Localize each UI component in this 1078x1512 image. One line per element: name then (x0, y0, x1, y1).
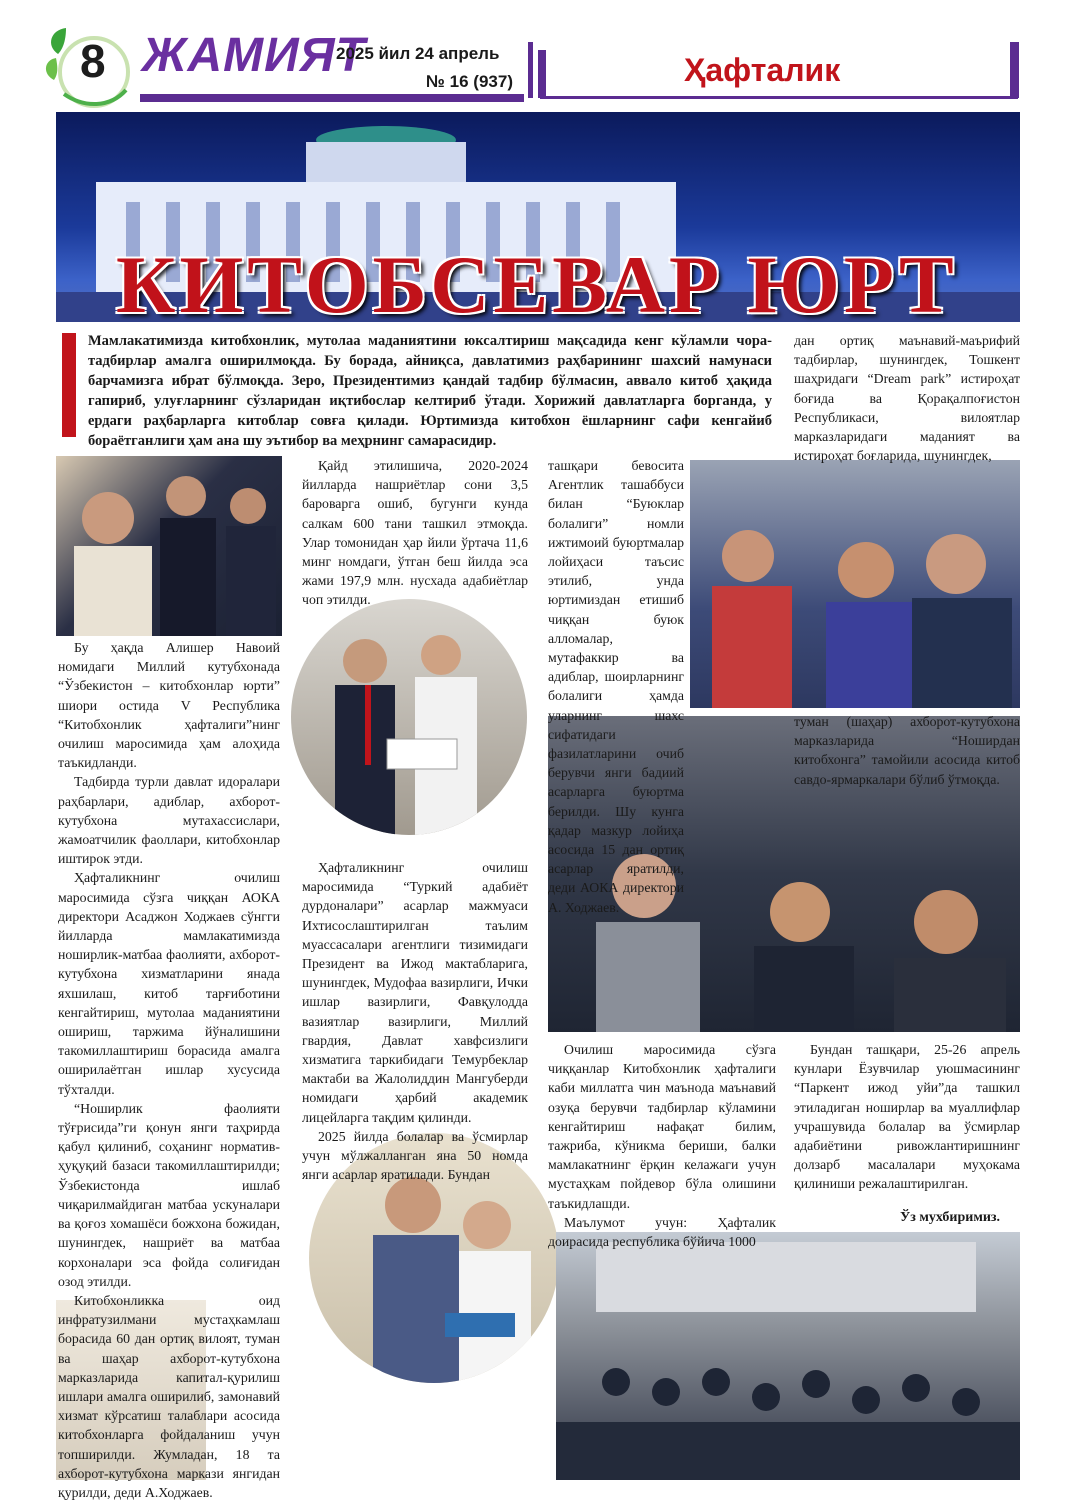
col3b-p2: Маълумот учун: Ҳафталик доирасида республика бўйича 1000 (548, 1214, 776, 1250)
lead-accent-bar (62, 333, 76, 437)
column-3-top (548, 456, 684, 917)
photo-audience-front-row (690, 460, 1020, 708)
column-2-bottom (302, 858, 528, 1184)
column-3-bottom (548, 1040, 776, 1251)
photo-students-reading (288, 596, 530, 838)
col1-p2: Тадбирда турли давлат идоралари раҳбарлари, адиблар, ахборот-кутубхона мутахассислари, жамоатчилик фаоллари, китобхонлар иштирок этди. (58, 774, 280, 867)
col4c-p1: Бундан ташқари, 25-26 апрель кунлари Ёзувчилар уюшмасининг “Паркент ижод уйи”да ташкил этиладиган ноширлар ва муаллифлар учрашувида болалар ва ўсмирлар адабиётини ривожлантиришнинг долзарб масалалари муҳокама қилиниши режалаштирилган. (794, 1042, 1020, 1192)
col1-p1: Бу ҳақда Алишер Навоий номидаги Миллий кутубхонада “Ўзбекистон – китобхонлар юрти” шиори остида V Республика “Китобхонлик ҳафталиги”нинг очилиш маросимида ҳам алоҳида таъкидланди. (58, 640, 280, 771)
col2b-p2: 2025 йилда болалар ва ўсмирлар учун мўлжалланган яна 50 номда янги асарлар яратилади. Бундан (302, 1128, 528, 1183)
col1-p3: Ҳафталикнинг очилиш маросимида сўзга чиққан АОКА директори Асаджон Ходжаев сўнгги йилларда мамлакатимизда ноширлик-матбаа фаолияти, ахборот-кутубхона хизматларини янада яхшилаш, китоб тарғиботини кенгайтириш, мутолаа маданиятини ошириш, таржима йўналишини такомиллаштириш борасида амалга оширилаётган ишлар хусусида тўхталди. (58, 870, 280, 1097)
column-2-top (302, 456, 528, 610)
masthead-underline (140, 94, 524, 102)
issue-number: № 16 (937) (426, 72, 513, 91)
rubric-title: Ҳафталик (684, 52, 841, 88)
col3b-p1: Очилиш маросимида сўзга чиққанлар Китобхонлик ҳафталиги каби миллатга чин маънода маънавий озуқа берувчи тадбирлар кўламини кенгайтириш нафақат билим, тажриба, кўникма бериши, балки мамлакатнинг ёрқин келажаги учун мустаҳкам пойдевор бўла олишини таъкидлашди. (548, 1042, 776, 1211)
col4b-p1: туман (шаҳар) ахборот-кутубхона марказларида “Ноширдан китобхонга” тамойили асосида китоб савдо-ярмаркалари бўлиб ўтмоқда. (794, 714, 1020, 787)
column-4-top (794, 331, 1020, 465)
col4a-p1: дан ортиқ маънавий-маърифий тадбирлар, шунингдек, Тошкент шаҳридаги “Dream park” истироҳат боғида ва Қорақалпоғистон Республикаси, вилоятлар марказларидаги маданият ва истироҳат боғларида, шунингдек, (794, 333, 1020, 464)
column-4-bottom (794, 1040, 1020, 1194)
headline: КИТОБСЕВАР ЮРТ (116, 239, 958, 330)
photo-event-crowd (556, 1232, 1020, 1480)
issue-date: 2025 йил 24 апрель (336, 44, 500, 63)
divider-bar-3 (1010, 42, 1019, 98)
divider-bar-2 (538, 50, 546, 98)
header-rule (540, 96, 1018, 99)
column-1 (58, 638, 280, 1502)
col1-p5: Китобхонликка оид инфратузилмани мустаҳкамлаш борасида 60 дан ортиқ вилоят, туман ва шаҳар ахборот-кутубхона марказларида капитал-қурилиш ишлари амалга оширилиб, замонавий хизмат кўрсатиш талаблари асосида китобхонларга фойдаланиш учун топширилди. Жумладан, 18 та ахборот-кутубхона маркази янгидан қурилди, деди А.Ходжаев. (58, 1292, 280, 1500)
divider-bar (528, 42, 533, 98)
masthead: ЖАМИЯТ (142, 29, 366, 82)
col1-p4: “Ноширлик фаолияти тўғрисида”ги қонун янги таҳрирда қабул қилиниб, соҳанинг норматив-ҳуқуқий базаси такомиллаштирилди; Ўзбекистонда ишлаб чиқарилмайдиган матбаа ускуналари ва қоғоз хомашёси божхона божидан, шунингдек, нашриёт ва матбаа корхоналари эса фойда солиғидан озод этилди. (58, 1100, 280, 1289)
column-4-middle (794, 712, 1020, 789)
byline-signature: Ўз мухбиримиз. (900, 1210, 1001, 1225)
col3a-p1: ташқари бевосита Агентлик ташаббуси билан “Буюклар болалиги” номли ижтимоий буюртмалар лойиҳаси таъсис этилиб, унда юртимиздан етишиб чиққан буюк алломалар, мутафаккир ва адиблар, шоирларнинг болалиги ҳамда уларнинг шахс сифатидаги фазилатларини очиб берувчи янги бадиий асарларга буюртма берилди. Шу кунга қадар мазкур лойиҳа асосида 15 дан ортиқ асарлар яратилди, деди АОКА директори А. Ходжаев. (548, 458, 684, 915)
lead-paragraph: Мамлакатимизда китобхонлик, мутолаа маданиятини юксалтириш мақсадида кенг кўламли чора-тадбирлар амалга оширилмоқда. Бу борада, айниқса, давлатимиз раҳбарининг шахсий намунаси барчамизга ибрат бўлмоқда. Зеро, Президентимиз қандай тадбир бўлмасин, аввало китоб ҳақида гапириб, улуғларнинг сўзларидан иқтибослар келтириб ўтади. Хорижий давлатларга борганда, у ердаги раҳбарларга китоблар совға қилади. Юртимизда китобхон ёшларнинг сафи кенгайиб бораётганлиги ҳам ана шу эътибор ва меҳрнинг самарасидир. (88, 333, 772, 449)
col2a-p1: Қайд этилишича, 2020-2024 йилларда нашриётлар сони 3,5 бароварга ошиб, бугунги кунда салкам 600 тани ташкил этмоқда. Улар томонидан ҳар йили ўртача 11,6 минг номдаги, ўтган беш йилда эса жами 197,9 млн. нусхада адабиётлар чоп этилди. (302, 458, 528, 608)
photo-attendees (56, 456, 282, 636)
page-number: 8 (80, 35, 106, 87)
col2b-p1: Ҳафталикнинг очилиш маросимида “Туркий адабиёт дурдоналари” асарлар мажмуаси Ихтисослаштирилган таълим муассасалари агентлиги тизимидаги Президент ва Ижод мактабларига, шунингдек, Мудофаа вазирлиги, Ички ишлар вазирлиги, Фавқулодда вазиятлар вазирлиги, Миллий гвардия, Давлат хавфсизлиги хизматига таркибидаги Темурбеклар мактаби ва Жалолиддин Мангуберди номидаги ҳарбий академик лицейларга тақдим қилинди. (302, 860, 528, 1125)
